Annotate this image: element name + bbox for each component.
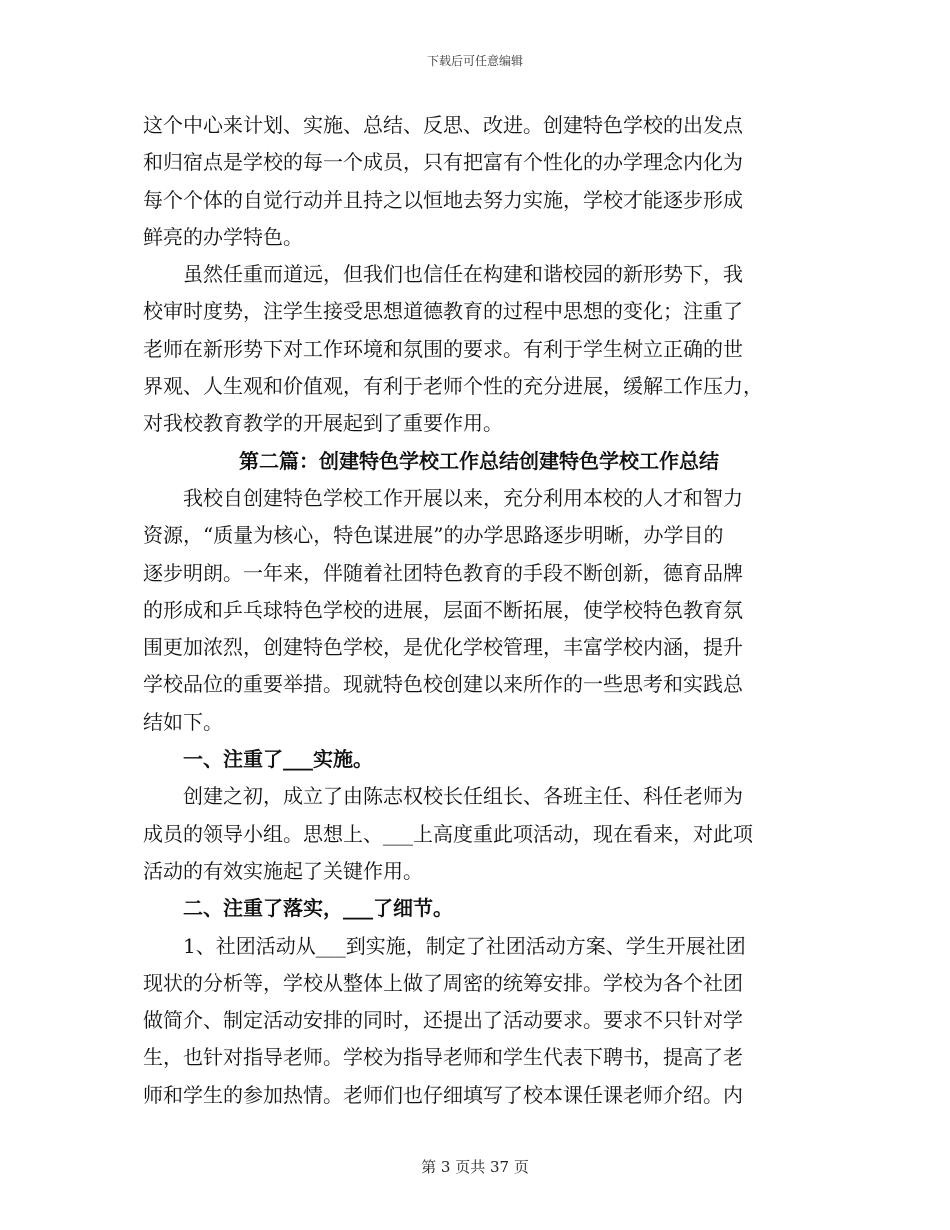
text-line: 我校自创建特色学校工作开展以来，充分利用本校的人才和智力 bbox=[183, 485, 743, 510]
page-header: 下载后可任意编辑 bbox=[426, 54, 523, 68]
text-line: 的形成和乒乓球特色学校的进展，层面不断拓展，使学校特色教育氛 bbox=[143, 597, 743, 622]
text-line: 学校品位的重要举措。现就特色校创建以来所作的一些思考和实践总 bbox=[143, 672, 743, 697]
document-body bbox=[143, 107, 808, 1114]
subheading: 一、注重了___实施。 bbox=[183, 747, 373, 772]
text-line: 老师在新形势下对工作环境和氛围的要求。有利于学生树立正确的世 bbox=[143, 336, 743, 361]
text-line: 鲜亮的办学特色。 bbox=[143, 224, 303, 249]
text-line: 逐步明朗。一年来，伴随着社团特色教育的手段不断创新，德育品牌 bbox=[143, 560, 743, 585]
text-line: 每个个体的自觉行动并且持之以恒地去努力实施，学校才能逐步形成 bbox=[143, 187, 743, 212]
section-title: 第二篇：创建特色学校工作总结创建特色学校工作总结 bbox=[239, 448, 719, 473]
text-line: 结如下。 bbox=[143, 709, 223, 734]
text-line: 这个中心来计划、实施、总结、反思、改进。创建特色学校的出发点 bbox=[143, 113, 743, 137]
page-number: 第 3 页共 37 页 bbox=[421, 1158, 529, 1176]
text-line: 现状的分析等，学校从整体上做了周密的统筹安排。学校为各个社团 bbox=[143, 970, 743, 995]
text-line: 活动的有效实施起了关键作用。 bbox=[143, 858, 423, 883]
text-line: 和归宿点是学校的每一个成员，只有把富有个性化的办学理念内化为 bbox=[143, 150, 743, 175]
text-line: 虽然任重而道远，但我们也信任在构建和谐校园的新形势下，我 bbox=[183, 262, 743, 287]
text-line: 1、社团活动从___到实施，制定了社团活动方案、学生开展社团 bbox=[183, 933, 746, 958]
text-line: 界观、人生观和价值观，有利于老师个性的充分进展，缓解工作压力， bbox=[143, 374, 763, 399]
text-line: 资源，“质量为核心，特色谋进展”的办学思路逐步明晰，办学目的 bbox=[143, 523, 724, 548]
text-line: 围更加浓烈，创建特色学校，是优化学校管理，丰富学校内涵，提升 bbox=[143, 635, 743, 660]
subheading: 二、注重了落实，___了细节。 bbox=[183, 896, 453, 921]
text-line: 做简介、制定活动安排的同时，还提出了活动要求。要求不只针对学 bbox=[143, 1008, 743, 1033]
text-line: 生，也针对指导老师。学校为指导老师和学生代表下聘书，提高了老 bbox=[143, 1045, 743, 1070]
text-line: 对我校教育教学的开展起到了重要作用。 bbox=[143, 411, 503, 436]
text-line: 成员的领导小组。思想上、___上高度重此项活动，现在看来，对此项 bbox=[143, 821, 753, 846]
text-line: 校审时度势，注学生接受思想道德教育的过程中思想的变化；注重了 bbox=[143, 299, 743, 324]
text-line: 师和学生的参加热情。老师们也仔细填写了校本课任课老师介绍。内 bbox=[143, 1082, 743, 1107]
text-line: 创建之初，成立了由陈志权校长任组长、各班主任、科任老师为 bbox=[183, 784, 743, 809]
